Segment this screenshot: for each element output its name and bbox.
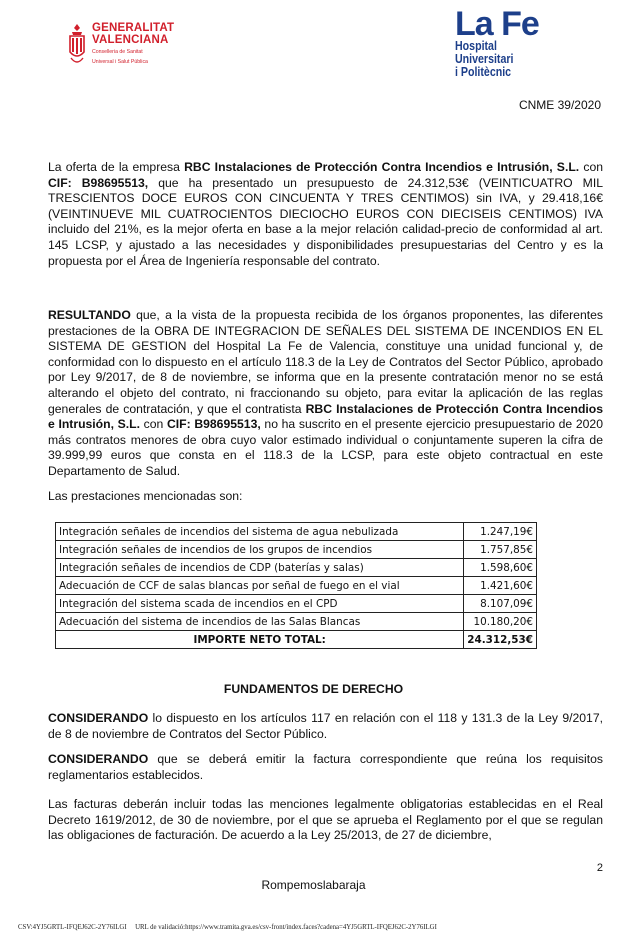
section-title: FUNDAMENTOS DE DERECHO bbox=[223, 682, 404, 696]
url-label: URL de validació: bbox=[135, 924, 186, 931]
concept-cell: Integración señales de incendios de los grupos de incendios bbox=[56, 541, 464, 559]
csv-footer bbox=[18, 924, 437, 931]
gv-subtitle-1: Conselleria de Sanitat bbox=[92, 49, 143, 55]
resultando-paragraph bbox=[48, 308, 603, 480]
amount-cell: 1.421,60€ bbox=[464, 577, 537, 595]
considerando-1 bbox=[48, 711, 603, 742]
text-span: no ha suscrito en el presente ejercicio presupuestario de 2020 más contratos menores de obra cuyo valor estimado individual o conjuntamente superen la cifra de 39.999,99 euros que consta en el 118.3 de la LCSP, para este objeto contractual en este Departamento de Salud. bbox=[48, 417, 603, 478]
table-row bbox=[56, 613, 537, 631]
considerando-2 bbox=[48, 752, 603, 783]
text-span: que ha presentado un presupuesto de 24.312,53€ (VEINTICUATRO MIL TRESCIENTOS DOCE EUROS CON CINCUENTA Y TRES CENTIMOS) sin IVA, y 29.418,16€ (VEINTINUEVE MIL CUATROCIENTOS DIECIOCHO EUROS CON DIECISEIS CENTIMOS) IVA incluido del 21%, es la mejor oferta en base a la mejor relación calidad-precio de conformidad al art. 145 LCSP, y ajustado a las necesidades y disponibilidades presupuestarias del Centro y es la propuesta por el Área de Ingeniería responsable del contrato. bbox=[48, 175, 603, 268]
page-number: 2 bbox=[596, 862, 603, 874]
table-row bbox=[56, 541, 537, 559]
la-fe-line-1: Hospital bbox=[455, 39, 497, 53]
total-row bbox=[56, 631, 537, 649]
document-reference: CNME 39/2020 bbox=[518, 98, 601, 112]
concept-cell: Integración señales de incendios del sistema de agua nebulizada bbox=[56, 523, 464, 541]
coat-of-arms-icon bbox=[66, 22, 88, 68]
amount-cell: 1.598,60€ bbox=[464, 559, 537, 577]
concept-cell: Integración del sistema scada de incendios en el CPD bbox=[56, 595, 464, 613]
company-cif: CIF: B98695513, bbox=[48, 175, 149, 190]
table-row bbox=[56, 559, 537, 577]
amount-cell: 10.180,20€ bbox=[464, 613, 537, 631]
offer-paragraph bbox=[48, 160, 603, 269]
csv-label: CSV: bbox=[18, 924, 33, 931]
amount-cell: 1.757,85€ bbox=[464, 541, 537, 559]
la-fe-line-3: i Politècnic bbox=[455, 65, 512, 79]
total-amount: 24.312,53€ bbox=[464, 631, 537, 649]
resultando-lead: RESULTANDO bbox=[48, 308, 131, 322]
table-row bbox=[56, 577, 537, 595]
amount-cell: 1.247,19€ bbox=[464, 523, 537, 541]
company-name: RBC Instalaciones de Protección Contra Incendios e Intrusión, S.L. bbox=[48, 401, 603, 432]
csv-code: 4YJ5GRTL-IFQEJ62C-2Y76ILGI bbox=[32, 924, 127, 931]
text-span: que se deberá emitir la factura correspondiente que reúna los requisitos reglamentarios establecidos. bbox=[48, 752, 603, 782]
generalitat-logo bbox=[66, 22, 174, 68]
table-row bbox=[56, 523, 537, 541]
considerando-lead: CONSIDERANDO bbox=[48, 711, 149, 725]
gv-subtitle-2: Universal i Salut Pública bbox=[92, 58, 148, 65]
concept-cell: Adecuación de CCF de salas blancas por señal de fuego en el vial bbox=[56, 577, 464, 595]
la-fe-title: La Fe bbox=[455, 5, 539, 43]
gv-title-1: GENERALITAT bbox=[92, 22, 175, 34]
company-name: RBC Instalaciones de Protección Contra Incendios e Intrusión, S.L. bbox=[184, 160, 580, 174]
text-span: con bbox=[579, 160, 604, 174]
text-span: lo dispuesto en los artículos 117 en relación con el 118 y 131.3 de la Ley 9/2017, de 8 de noviembre de Contratos del Sector Público. bbox=[48, 711, 603, 741]
total-label: IMPORTE NETO TOTAL: bbox=[56, 631, 464, 649]
text-span: con bbox=[139, 417, 167, 432]
invoice-paragraph: Las facturas deberán incluir todas las menciones legalmente obligatorias establecidas en el Real Decreto 1619/2012, de 30 de noviembre, por el que se aprueba el Reglamento por el que se regulan las obligaciones de facturación. De acuerdo a la Ley 25/2013, de 27 de diciembre, bbox=[48, 797, 603, 843]
company-cif: CIF: B98695513, bbox=[166, 417, 261, 432]
text-span: que, a la vista de la propuesta recibida de los órganos proponentes, las diferentes prestaciones de la OBRA DE INTEGRACION DE SEÑALES DEL SISTEMA DE INCENDIOS EN EL SISTEMA DE GESTION del Hospital La Fe de Valencia, constituye una unidad funcional y, de conformidad con lo dispuesto en el artículo 118.3 de la Ley de Contratos del Sector Público, aprobado por Ley 9/2017, de 8 de noviembre, se informa que en la presente contratación menor no se está alterando el objeto del contrato, ni fraccionando su objeto, para evitar la aplicación de las reglas generales de contratación, y que el contratista bbox=[48, 308, 603, 416]
table-row bbox=[56, 595, 537, 613]
la-fe-line-2: Universitari bbox=[455, 52, 514, 66]
text-span: La oferta de la empresa bbox=[48, 160, 185, 174]
concept-cell: Integración señales de incendios de CDP (baterías y salas) bbox=[56, 559, 464, 577]
gv-title-2: VALENCIANA bbox=[92, 34, 169, 46]
watermark: Rompemoslabaraja bbox=[261, 878, 366, 892]
amount-cell: 8.107,09€ bbox=[464, 595, 537, 613]
list-intro: Las prestaciones mencionadas son: bbox=[48, 489, 243, 503]
considerando-lead: CONSIDERANDO bbox=[48, 752, 149, 766]
services-table bbox=[55, 522, 537, 649]
la-fe-logo bbox=[455, 5, 539, 79]
validation-url[interactable]: https://www.tramita.gva.es/csv-front/index.faces?cadena=4YJ5GRTL-IFQEJ62C-2Y76ILGI bbox=[185, 924, 437, 931]
concept-cell: Adecuación del sistema de incendios de las Salas Blancas bbox=[56, 613, 464, 631]
